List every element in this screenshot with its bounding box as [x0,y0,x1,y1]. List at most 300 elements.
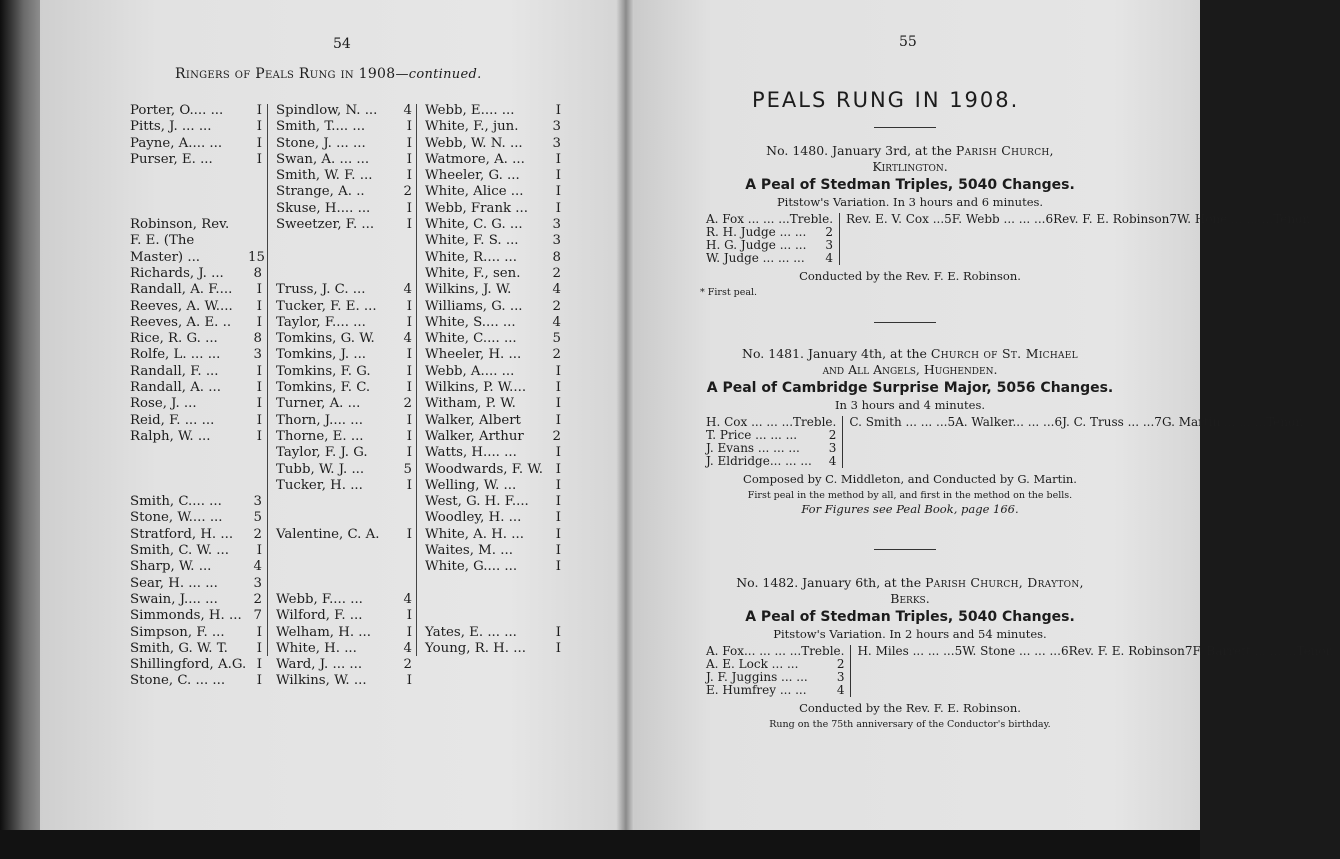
bell-number: Treble. [801,644,845,658]
book-gutter [616,0,634,838]
peal-count [248,168,262,184]
ringer-name: Sweetzer, F. ... [276,217,375,233]
ringer-name: T. Price ... ... ... [706,428,798,442]
peal-count: I [555,396,561,412]
scan-edge [0,830,1200,859]
ringer-row [130,673,262,689]
peal-count [547,608,561,624]
ringer-name: W. Hone ... ... ... [1176,212,1274,226]
peal-title: A Peal of Stedman Triples, 5040 Changes. [745,177,1075,193]
ringer-row [276,429,412,445]
band-row [706,684,844,697]
ringer-name: Turner, A. ... [276,396,361,412]
peal-count: 8 [253,331,262,347]
ringer-name: Wilford, F. ... [276,608,363,624]
ringer-name: White, A. H. ... [425,526,524,542]
peal-count: I [256,282,262,298]
ringer-name: Smith, C.... ... [130,494,222,510]
peal-count: I [406,298,412,314]
peal-count [248,445,262,461]
ringer-row [425,103,561,119]
peal-count [248,462,262,478]
band-row [1062,416,1162,468]
peal-count [547,576,561,592]
peal-count: 2 [403,184,412,200]
ringer-name [276,559,398,575]
ringer-name: Wilkins, P. W.... [425,380,527,396]
bell-number: 3 [836,670,845,684]
bell-number: 3 [825,238,834,252]
peal-count: I [406,673,412,689]
ringer-row [130,559,262,575]
ringer-row [276,494,412,510]
ringer-name: Reeves, A. E. .. [130,314,232,330]
ringer-name: F. Barrett ... ... ... [1192,644,1297,658]
ringer-row [276,510,412,526]
ringer-row [130,657,262,673]
peal-count: 3 [552,135,561,151]
ringer-row [130,576,262,592]
band-row [846,213,952,265]
ringer-row [130,527,262,543]
peal-count: I [256,396,262,412]
peal-location: Berks. [890,591,930,606]
peal-footnote: Rung on the 75th anniversary of the Conductor's birthday. [769,719,1051,730]
ringer-name: Sear, H. ... ... [130,575,218,591]
ringer-row [425,364,561,380]
ringer-row [130,641,262,657]
bell-number: 7 [1154,415,1162,429]
ringer-name: White, Alice ... [425,184,524,200]
ringer-name [276,510,398,526]
bell-number: 6 [1060,644,1069,658]
peal-count: I [555,168,561,184]
ringer-name [425,576,547,592]
peal-count: 2 [552,347,561,363]
peal-count: 4 [403,331,412,347]
ringer-row [276,592,412,608]
ringer-row [130,396,262,412]
ringer-name: Tubb, W. J. ... [276,461,365,477]
ringer-name: White, F. S. ... [425,233,519,249]
peal-count: I [256,135,262,151]
peal-church: Parish Church, [955,143,1054,158]
peal-count: I [406,412,412,428]
ringer-row [276,625,412,641]
peal-count: I [406,314,412,330]
ringer-row [276,136,412,152]
band-column [700,645,851,697]
peal-count: I [406,200,412,216]
ringer-name: Smith, G. W. T. [130,640,228,656]
ringer-name: Wilkins, W. ... [276,673,367,689]
ringer-name: J. C. Truss ... ... [1062,415,1155,429]
peal-count: 5 [552,331,561,347]
peal-count: I [406,608,412,624]
peal-count: I [555,526,561,542]
ringer-name: Porter, O.... ... [130,103,224,118]
ringer-row [276,413,412,429]
band-row [1162,416,1304,468]
ringer-row [130,364,262,380]
peal-count: I [256,640,262,656]
ringer-name [130,201,248,217]
peal-count: I [555,380,561,396]
ringer-name: Webb, Frank ... [425,200,528,216]
peal-count: I [406,477,412,493]
ringer-row [276,657,412,673]
peal-count: I [406,151,412,167]
peal-count: I [555,363,561,379]
band-row [706,252,833,265]
ringer-name: Stone, W.... ... [130,510,223,526]
peal-count [248,478,262,494]
ringer-name: Valentine, C. A. [276,526,380,542]
ringer-name: Purser, E. ... [130,151,213,167]
ringer-row [130,625,262,641]
ringer-row [425,396,561,412]
peal-count: I [555,412,561,428]
ringer-name: White, F., jun. [425,119,519,135]
ringer-name: Woodwards, F. W. [425,461,543,477]
ringer-name: Webb, W. N. ... [425,135,523,151]
bell-number: 2 [836,657,845,671]
ringer-name: Woodley, H. ... [425,510,522,526]
peal-count: I [256,314,262,330]
ringer-name: West, G. H. F.... [425,494,529,510]
ringer-row [276,347,412,363]
ringer-row [276,673,412,689]
peal-count: I [555,461,561,477]
peal-band [700,415,1304,468]
ringer-name [130,462,248,478]
ringer-name: Wheeler, H. ... [425,347,522,363]
band-column [840,213,1317,265]
peal-count: I [406,135,412,151]
ringer-name: Smith, C. W. ... [130,543,229,559]
ringer-row [425,201,561,217]
band-row [962,645,1068,697]
ringer-row [425,380,561,396]
peal-number: No. 1482. [736,575,799,590]
ringer-row [425,462,561,478]
peal-count: I [406,347,412,363]
ringer-row [425,250,561,266]
peal-count: I [256,624,262,640]
peal-band [700,644,1334,697]
ringer-row [425,282,561,298]
bell-number: 4 [836,683,845,697]
ringer-name: White, C. G. ... [425,217,523,233]
peal-location: Kirtlington. [872,159,948,174]
peal-conductor: Composed by C. Middleton, and Conducted by G. Martin. [743,472,1077,486]
peal-count: 2 [403,657,412,673]
ringer-name: Tucker, H. ... [276,477,363,493]
ringer-name: Reeves, A. W.... [130,298,233,314]
peal-count [398,510,412,526]
ringer-name: Shillingford, A.G. [130,657,247,673]
peal-count: 2 [403,396,412,412]
peal-count: 2 [552,428,561,444]
running-head-text: Ringers of Peals Rung in 1908 [175,66,396,82]
ringer-row [425,136,561,152]
ringer-row [425,576,561,592]
peal-count: 2 [253,591,262,607]
ringer-row [276,233,412,249]
peal-title: A Peal of Cambridge Surprise Major, 5056 Changes. [706,380,1114,396]
ringer-row [276,576,412,592]
ringer-row [130,282,262,298]
ringer-name: Webb, F.... ... [276,591,363,607]
ringer-name: E. Humfrey ... ... [706,683,807,697]
ringer-name: J. Eldridge... ... ... [706,454,812,468]
peal-heading [700,575,1120,591]
peal-count: I [256,380,262,396]
ringer-name: White, S.... ... [425,314,516,330]
ringer-name: Tucker, F. E. ... [276,298,377,314]
peal-count: I [406,526,412,542]
ringer-row [425,233,561,249]
ringer-name: Young, R. H. ... [425,640,526,656]
ringer-name: Reid, F. ... ... [130,412,215,428]
peal-count: I [256,428,262,444]
peal-count: 5 [253,510,262,526]
peal-details: Pitstow's Variation. In 2 hours and 54 minutes. [773,627,1047,641]
band-column [843,416,1309,468]
ringer-name: Tomkins, G. W. [276,331,375,347]
bell-number: 4 [825,251,834,265]
peal-count: I [256,673,262,689]
ringer-name: Stone, C. ... ... [130,673,226,689]
peal-count: I [256,119,262,135]
peal-count: I [555,445,561,461]
peal-date: January 3rd, at the [832,143,952,158]
peal-reference: For Figures see Peal Book, page 166. [801,502,1019,516]
ringer-name: White, C.... ... [425,331,517,347]
bell-number: 5 [947,415,956,429]
peal-count: 4 [403,103,412,118]
bell-number: 6 [1054,415,1063,429]
ringer-row [130,494,262,510]
ringer-name: A. Walker... ... ... [955,415,1055,429]
peal-band [700,212,1311,265]
peal-conductor: Conducted by the Rev. F. E. Robinson. [799,269,1021,283]
band-row [1177,213,1311,265]
peal-entry-1482 [700,575,1334,731]
peal-count [248,201,262,217]
ringer-name [130,168,248,184]
ringer-name: A. Fox ... ... ... [706,212,790,226]
peal-count: I [406,168,412,184]
ringer-row [130,152,262,168]
ringer-row [276,396,412,412]
ringer-name: White, G.... ... [425,559,518,575]
ringer-row [130,462,262,478]
ringer-name: J. Evans ... ... ... [706,441,800,455]
ringer-name: Webb, E.... ... [425,103,515,118]
peal-count: I [406,217,412,233]
ringer-name: Thorn, J.... ... [276,412,363,428]
ringer-name: Spindlow, N. ... [276,103,378,118]
ringer-name: C. Smith ... ... ... [849,415,948,429]
ringer-row [276,559,412,575]
ringer-row [130,136,262,152]
ringer-name: Tomkins, J. ... [276,347,367,363]
ringer-name: Robinson, Rev. [130,217,230,233]
ringer-row [276,299,412,315]
ringer-row [276,364,412,380]
ringer-name: Rolfe, L. ... ... [130,347,221,363]
ringer-name: Taylor, F. J. G. [276,445,368,461]
ringer-row [130,429,262,445]
bell-number: Tenor. [1296,644,1334,658]
peal-count [398,233,412,249]
ringer-column-r-s [130,103,265,690]
ringer-name: Rev. F. E. Robinson [1068,644,1185,658]
bell-number: 2 [825,225,834,239]
peal-count: I [406,119,412,135]
peal-count [248,233,262,249]
peal-count: I [555,543,561,559]
peal-count: 3 [253,347,262,363]
ringer-row [425,331,561,347]
peal-count: 2 [552,298,561,314]
ringer-column-s-w [276,103,412,690]
ringer-row [130,608,262,624]
ringer-name: W. Judge ... ... ... [706,251,805,265]
ringer-name [425,592,547,608]
peal-footnote: * First peal. [700,287,758,298]
ringer-name: H. Cox ... ... ... [706,415,794,429]
band-row [952,213,1053,265]
ringer-row [425,478,561,494]
bell-number: Treble. [793,415,837,429]
ringer-row [130,233,262,249]
peal-church: Parish Church, Drayton, [925,575,1084,590]
ringer-name: R. H. Judge ... ... [706,225,807,239]
peal-count: I [256,412,262,428]
ringer-row [276,380,412,396]
ringer-row [276,462,412,478]
ringer-name: Witham, P. W. [425,396,516,412]
ringer-name: Welling, W. ... [425,477,517,493]
ringer-row [425,641,561,657]
peal-count [398,494,412,510]
ringer-name: Thorne, E. ... [276,428,364,444]
ringer-name [276,233,398,249]
ringer-name: G. Martin ... ... ... [1161,415,1267,429]
ringer-name: Williams, G. ... [425,298,523,314]
ringer-row [276,184,412,200]
ringer-name: Randall, A. ... [130,380,221,396]
ringer-row [276,152,412,168]
ringer-row [425,625,561,641]
ringer-row [425,559,561,575]
column-divider [267,104,268,656]
ringer-name: Stratford, H. ... [130,526,234,542]
bell-number: 7 [1169,212,1177,226]
peal-count [398,266,412,282]
peal-footnote: First peal in the method by all, and first in the method on the bells. [747,490,1073,501]
peal-count: I [555,559,561,575]
ringer-name [130,445,248,461]
peal-count: I [555,494,561,510]
section-rule [874,127,936,128]
ringer-row [425,543,561,559]
running-head [175,66,482,82]
ringer-name: J. F. Juggins ... ... [706,670,808,684]
bell-number: Treble. [789,212,834,226]
peal-entry-1481 [700,346,1304,517]
running-head-suffix: —continued. [395,67,482,82]
ringer-row [425,592,561,608]
band-row [955,416,1062,468]
ringer-name [425,608,547,624]
ringer-row [425,347,561,363]
peal-count: I [256,151,262,167]
ringer-name: Randall, A. F.... [130,282,233,298]
peal-count [398,543,412,559]
ringer-name: Smith, W. F. ... [276,168,373,184]
ringer-name: Swan, A. ... ... [276,151,370,167]
ringer-row [425,608,561,624]
ringer-row [276,527,412,543]
peal-count: I [406,428,412,444]
ringer-name [276,494,398,510]
ringer-name [276,250,398,266]
peal-count: I [406,363,412,379]
peal-date: January 4th, at the [808,346,927,361]
ringer-name: Richards, J. ... [130,265,224,281]
band-row [857,645,962,697]
bell-number: 5 [954,644,963,658]
bell-number: 4 [828,454,837,468]
band-row [849,416,955,468]
peal-count: 8 [552,249,561,265]
peal-count: 2 [253,526,262,542]
ringer-column-w-y [425,103,561,657]
peal-title: A Peal of Stedman Triples, 5040 Changes. [745,609,1075,625]
ringer-row [276,119,412,135]
ringer-row [276,168,412,184]
ringer-row [425,119,561,135]
ringer-name: Yates, E. ... ... [425,624,517,640]
peal-count: I [406,445,412,461]
peal-count: 5 [403,461,412,477]
bell-number: 7 [1184,644,1193,658]
ringer-row [130,413,262,429]
band-row [1053,213,1177,265]
ringer-name [276,576,398,592]
ringer-name: Smith, T.... ... [276,119,366,135]
ringer-name: F. Webb ... ... ... [951,212,1046,226]
ringer-name: Simmonds, H. ... [130,608,242,624]
peal-conductor: Conducted by the Rev. F. E. Robinson. [799,701,1021,715]
ringer-name: Sharp, W. ... [130,559,212,575]
ringer-name: Skuse, H.... ... [276,200,371,216]
ringer-name: Waites, M. ... [425,543,513,559]
peal-count [398,576,412,592]
ringer-name: Walker, Albert [425,412,521,428]
peal-count: I [256,363,262,379]
ringer-row [130,103,262,119]
peal-count [398,250,412,266]
ringer-name: Pitts, J. ... ... [130,119,212,135]
book-spine [0,0,40,859]
ringer-name: Wheeler, G. ... [425,168,520,184]
ringer-row [276,217,412,233]
band-row [1069,645,1193,697]
